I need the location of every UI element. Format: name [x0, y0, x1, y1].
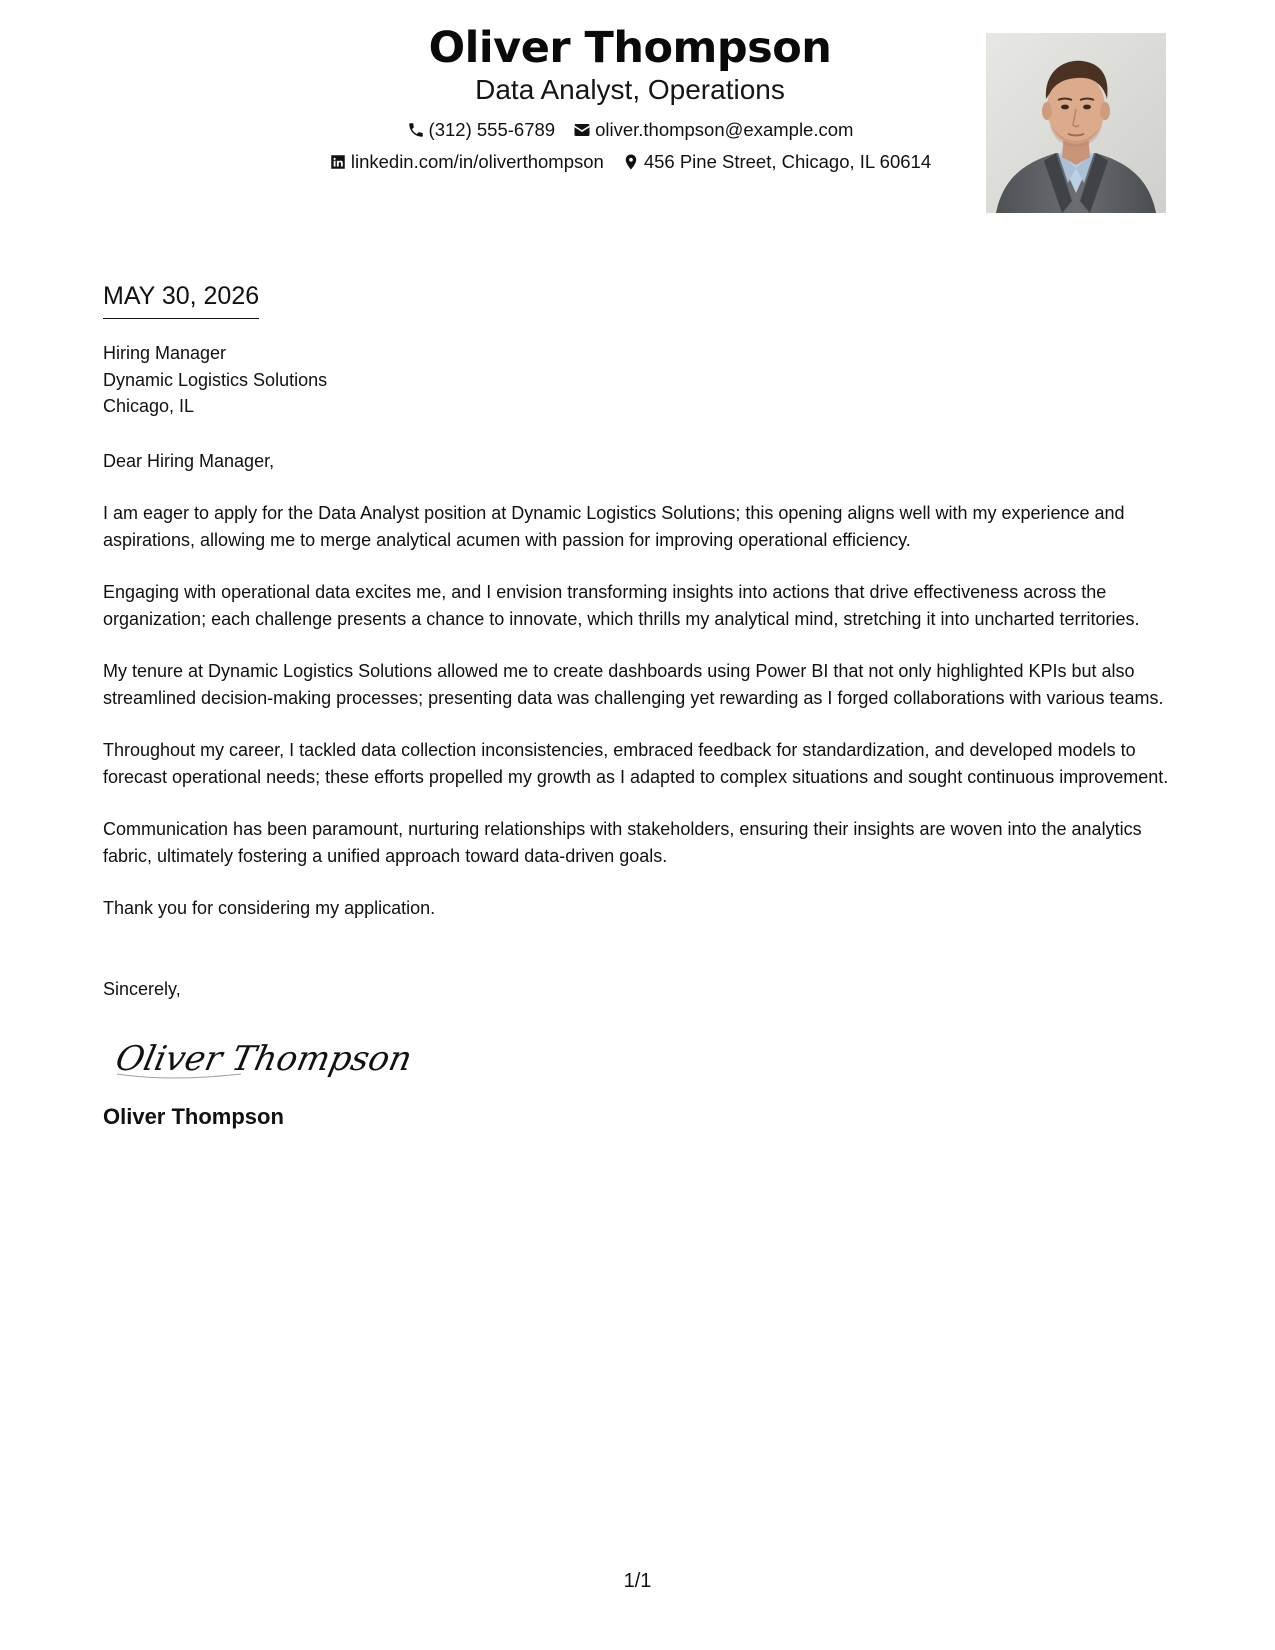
contact-linkedin[interactable]: [329, 146, 604, 178]
recipient-title: Hiring Manager: [103, 343, 227, 363]
signer-name: Oliver Thompson: [103, 1104, 284, 1129]
signature-image: [111, 1028, 416, 1088]
map-marker-icon: [622, 153, 640, 171]
address-text: 456 Pine Street, Chicago, IL 60614: [643, 151, 932, 172]
page-number: 1/1: [623, 1570, 652, 1592]
salutation: Dear Hiring Manager,: [103, 450, 275, 471]
svg-text:Oliver Thompson: Oliver Thompson: [112, 1039, 416, 1079]
body-paragraph: My tenure at Dynamic Logistics Solutions allowed me to create dashboards using Power BI that not only highlighted KPIs but also streamlined decision-making processes; presenting data was challenging yet rewarding as I forged collaborations with various teams.: [103, 661, 1164, 708]
letter-date: MAY 30, 2026: [103, 280, 259, 319]
body-paragraph: I am eager to apply for the Data Analyst position at Dynamic Logistics Solutions; this opening aligns well with my experience and aspirations, allowing me to merge analytical acumen with passion for improving operational efficiency.: [103, 503, 1125, 550]
linkedin-icon: [329, 153, 347, 171]
contact-email[interactable]: [573, 114, 853, 146]
email-text: oliver.thompson@example.com: [595, 119, 854, 140]
letter-header: [230, 22, 1030, 178]
recipient-location: Chicago, IL: [103, 396, 195, 416]
contact-row-secondary: [230, 146, 1030, 178]
recipient-company: Dynamic Logistics Solutions: [103, 369, 328, 390]
closing-thanks: Thank you for considering my application.: [103, 898, 436, 918]
profile-photo: [986, 33, 1166, 213]
handwritten-signature: [111, 1028, 416, 1088]
profile-photo-image: [986, 33, 1166, 213]
linkedin-text: linkedin.com/in/oliverthompson: [350, 151, 604, 172]
body-paragraph: Throughout my career, I tackled data collection inconsistencies, embraced feedback for standardization, and developed models to forecast operational needs; these efforts propelled my growth as I adapted to complex situations and sought continuous improvement.: [103, 740, 1169, 787]
contact-address: [622, 146, 931, 178]
body-paragraph: Engaging with operational data excites me, and I envision transforming insights into actions that drive effectiveness across the organization; each challenge presents a chance to innovate, which thrills my analytical mind, stretching it into uncharted territories.: [103, 582, 1140, 629]
envelope-icon: [573, 121, 591, 139]
phone-icon: [407, 121, 425, 139]
closing-line: Sincerely,: [103, 978, 181, 999]
recipient-block: [103, 340, 1171, 420]
phone-text: (312) 555-6789: [428, 119, 556, 140]
contact-phone: [407, 114, 556, 146]
applicant-role: Data Analyst, Operations: [475, 74, 785, 105]
body-paragraph: Communication has been paramount, nurturing relationships with stakeholders, ensuring their insights are woven into the analytics fabric, ultimately fostering a unified approach toward data-driven goals.: [103, 819, 1142, 866]
applicant-name: Oliver Thompson: [428, 23, 832, 73]
contact-row-primary: [230, 114, 1030, 146]
letter-body: [103, 340, 1171, 1132]
